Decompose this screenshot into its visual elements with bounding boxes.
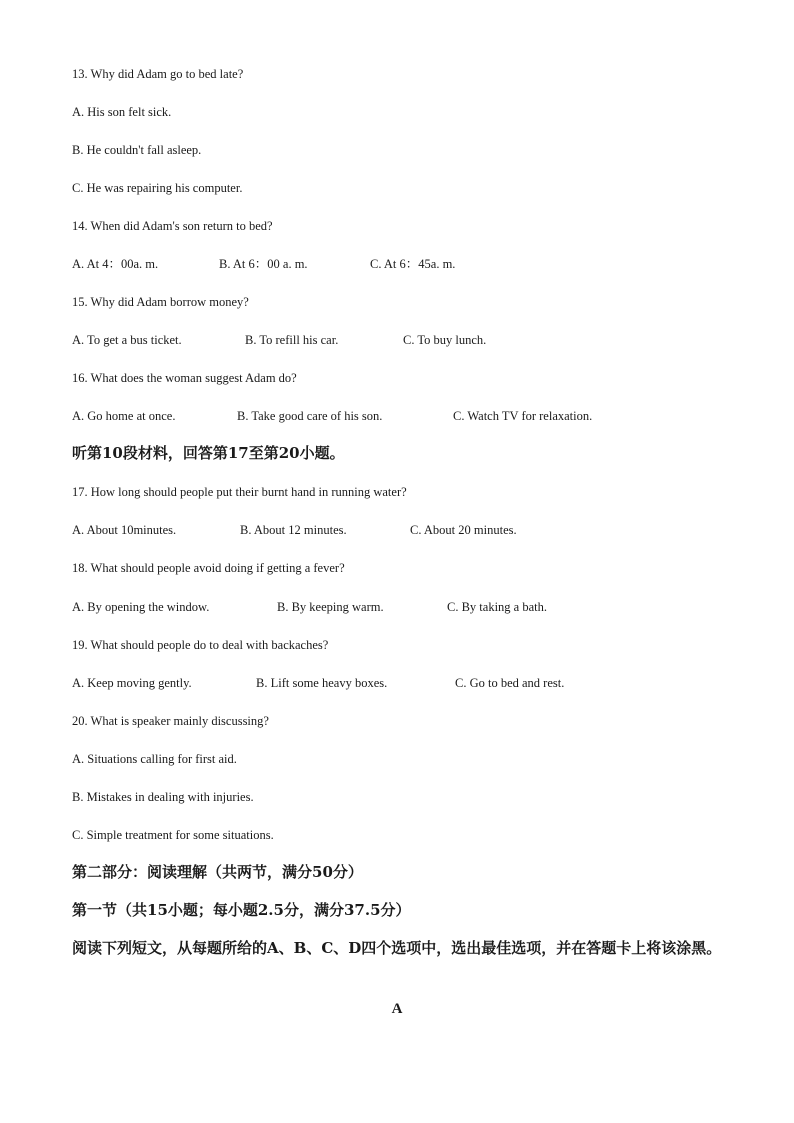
q19-option-c: C. Go to bed and rest. — [455, 676, 565, 690]
q13-option-a: A. His son felt sick. — [72, 105, 172, 119]
question-18: 18. What should people avoid doing if getting a fever? — [72, 561, 345, 575]
q20-option-c: C. Simple treatment for some situations. — [72, 828, 274, 842]
section-1-heading: 第一节（共15小题；每小题2.5分，满分37.5分） — [72, 901, 411, 919]
part-2-heading: 第二部分：阅读理解（共两节，满分50分） — [72, 863, 363, 881]
passage-label: A — [391, 1001, 403, 1017]
question-14: 14. When did Adam's son return to bed? — [72, 219, 273, 233]
q19-option-b: B. Lift some heavy boxes. — [256, 676, 388, 690]
question-17: 17. How long should people put their burnt hand in running water? — [72, 485, 407, 499]
question-16: 16. What does the woman suggest Adam do? — [72, 371, 297, 385]
q17-options — [72, 522, 732, 538]
q16-option-a: A. Go home at once. — [72, 409, 176, 423]
reading-instructions: 阅读下列短文，从每题所给的A、B、C、D四个选项中，选出最佳选项，并在答题卡上将该涂黑。 — [72, 939, 722, 957]
q20-option-b: B. Mistakes in dealing with injuries. — [72, 790, 254, 804]
q14-option-c: C. At 6：45a. m. — [370, 257, 456, 271]
q16-option-b: B. Take good care of his son. — [237, 409, 383, 423]
q16-option-c: C. Watch TV for relaxation. — [453, 409, 593, 423]
q18-option-a: A. By opening the window. — [72, 600, 210, 614]
q15-option-c: C. To buy lunch. — [403, 333, 487, 347]
section-10-heading: 听第10段材料，回答第17至第20小题。 — [72, 444, 345, 462]
q14-options — [72, 256, 732, 272]
q13-option-b: B. He couldn't fall asleep. — [72, 143, 202, 157]
q14-option-a: A. At 4：00a. m. — [72, 257, 159, 271]
question-13: 13. Why did Adam go to bed late? — [72, 67, 244, 81]
question-19: 19. What should people do to deal with backaches? — [72, 638, 329, 652]
q20-option-a: A. Situations calling for first aid. — [72, 752, 237, 766]
question-15: 15. Why did Adam borrow money? — [72, 295, 249, 309]
q18-option-b: B. By keeping warm. — [277, 600, 384, 614]
q17-option-b: B. About 12 minutes. — [240, 523, 347, 537]
q13-option-c: C. He was repairing his computer. — [72, 181, 243, 195]
q18-option-c: C. By taking a bath. — [447, 600, 547, 614]
q14-option-b: B. At 6：00 a. m. — [219, 257, 308, 271]
q15-option-b: B. To refill his car. — [245, 333, 339, 347]
q15-option-a: A. To get a bus ticket. — [72, 333, 182, 347]
q15-options — [72, 332, 732, 348]
q16-options — [72, 408, 732, 424]
q19-options — [72, 675, 732, 691]
q17-option-c: C. About 20 minutes. — [410, 523, 517, 537]
question-20: 20. What is speaker mainly discussing? — [72, 714, 269, 728]
q18-options — [72, 599, 732, 615]
q19-option-a: A. Keep moving gently. — [72, 676, 192, 690]
q17-option-a: A. About 10minutes. — [72, 523, 177, 537]
